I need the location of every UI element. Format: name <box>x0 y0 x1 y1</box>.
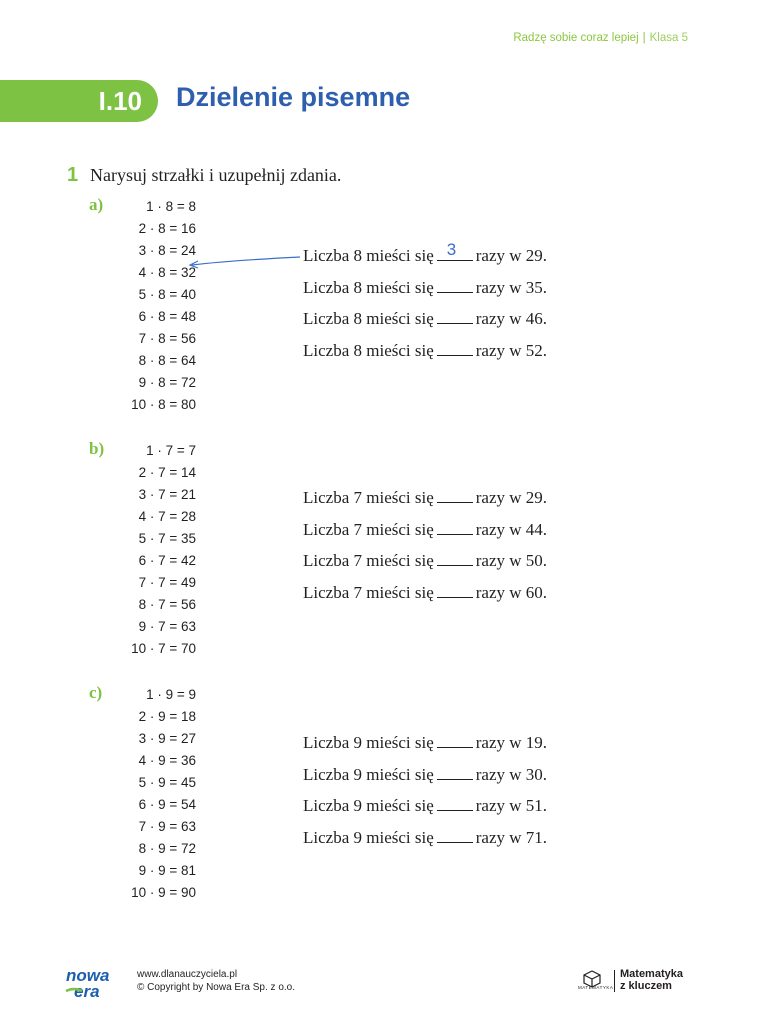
answer-blank[interactable] <box>437 341 473 356</box>
series-name: Radzę sobie coraz lepiej <box>513 32 639 44</box>
sentence-start: Liczba 8 mieści się <box>303 246 434 265</box>
sentence-start: Liczba 7 mieści się <box>303 488 434 507</box>
sentence-start: Liczba 8 mieści się <box>303 277 434 297</box>
sentence-end: razy w 29. <box>475 246 548 265</box>
part-c-sentences <box>303 727 547 854</box>
equation: 1 · 7 = 7 <box>146 443 196 458</box>
equation: 6 · 9 = 54 <box>138 797 196 812</box>
equation: 2 · 8 = 16 <box>138 221 196 236</box>
series-logo-title <box>620 968 683 992</box>
equation: 7 · 9 = 63 <box>138 819 196 834</box>
sentence-start: Liczba 7 mieści się <box>303 551 434 571</box>
equation: 5 · 8 = 40 <box>138 287 196 302</box>
sentence-end: razy w 44. <box>475 519 548 539</box>
equation: 4 · 7 = 28 <box>138 509 196 524</box>
svg-text:era: era <box>74 982 100 1001</box>
logo-divider <box>614 970 615 992</box>
equation: 8 · 7 = 56 <box>138 597 196 612</box>
equation: 8 · 8 = 64 <box>138 353 196 368</box>
equation: 3 · 9 = 27 <box>138 731 196 746</box>
sentence <box>303 822 547 854</box>
part-b-equations <box>116 440 196 660</box>
task-instruction: Narysuj strzałki i uzupełnij zdania. <box>90 165 342 185</box>
equation: 10 · 9 = 90 <box>131 885 196 900</box>
sentence-start: Liczba 7 mieści się <box>303 583 434 603</box>
sentence-end: razy w 46. <box>475 309 548 329</box>
matematyka-z-kluczem-logo <box>580 968 690 996</box>
equation: 1 · 9 = 9 <box>146 687 196 702</box>
answer-blank[interactable] <box>437 765 473 780</box>
answer-blank[interactable] <box>437 583 473 598</box>
sentence <box>303 335 547 367</box>
sentence-start: Liczba 8 mieści się <box>303 309 434 329</box>
equation: 6 · 7 = 42 <box>138 553 196 568</box>
answer-blank[interactable] <box>437 240 473 261</box>
sentence-start: Liczba 7 mieści się <box>303 519 434 539</box>
equation: 1 · 8 = 8 <box>146 199 196 214</box>
answer-blank[interactable] <box>437 551 473 566</box>
sentence-end: razy w 29. <box>475 488 548 507</box>
equation: 3 · 7 = 21 <box>138 487 196 502</box>
equation: 10 · 8 = 80 <box>131 397 196 412</box>
sentence-start: Liczba 9 mieści się <box>303 764 434 784</box>
equation: 6 · 8 = 48 <box>138 309 196 324</box>
answer-blank[interactable] <box>437 488 473 503</box>
sentence <box>303 514 547 546</box>
sentence-end: razy w 50. <box>475 551 548 571</box>
part-b-sentences <box>303 482 547 609</box>
sentence-start: Liczba 9 mieści się <box>303 796 434 816</box>
header-separator: | <box>642 32 646 44</box>
answer-blank[interactable] <box>437 733 473 748</box>
footer-copyright <box>137 968 295 994</box>
sentence <box>303 240 547 272</box>
cube-icon <box>580 968 604 994</box>
task-number: 1 <box>67 164 79 186</box>
sentence-end: razy w 71. <box>475 828 548 848</box>
equation: 7 · 8 = 56 <box>138 331 196 346</box>
part-a-sentences <box>303 240 547 367</box>
part-a-equations <box>116 196 196 416</box>
series-logo-caption: MATEMATYKA <box>578 985 614 990</box>
footer-url[interactable]: www.dlanauczyciela.pl <box>137 969 238 980</box>
series-logo-title-line2: z kluczem <box>620 980 672 992</box>
sentence <box>303 759 547 791</box>
equation: 2 · 7 = 14 <box>138 465 196 480</box>
answer-blank[interactable] <box>437 278 473 293</box>
copyright-text: © Copyright by Nowa Era Sp. z o.o. <box>137 982 295 993</box>
sentence-start: Liczba 8 mieści się <box>303 341 434 361</box>
sentence <box>303 577 547 609</box>
series-logo-title-line1: Matematyka <box>620 968 683 980</box>
equation: 3 · 8 = 24 <box>138 243 196 258</box>
part-c-label: c) <box>89 683 103 702</box>
series-header <box>513 32 688 44</box>
equation: 9 · 9 = 81 <box>138 863 196 878</box>
sentence-end: razy w 30. <box>475 764 548 784</box>
part-c-equations <box>116 684 196 904</box>
sentence <box>303 727 547 759</box>
equation: 9 · 8 = 72 <box>138 375 196 390</box>
sentence <box>303 790 547 822</box>
sentence <box>303 303 547 335</box>
part-b-label: b) <box>89 439 105 458</box>
svg-text:nowa: nowa <box>66 966 110 985</box>
answer-blank[interactable] <box>437 309 473 324</box>
sentence-end: razy w 19. <box>475 733 548 752</box>
sentence-start: Liczba 9 mieści się <box>303 733 434 752</box>
sentence <box>303 545 547 577</box>
equation: 2 · 9 = 18 <box>138 709 196 724</box>
equation: 10 · 7 = 70 <box>131 641 196 656</box>
lesson-title: Dzielenie pisemne <box>176 82 411 112</box>
part-a-label: a) <box>89 195 104 214</box>
sentence-end: razy w 52. <box>475 341 548 361</box>
equation: 4 · 9 = 36 <box>138 753 196 768</box>
sentence-end: razy w 51. <box>475 796 548 816</box>
answer-value: 3 <box>446 240 457 259</box>
sentence-end: razy w 60. <box>475 583 548 603</box>
equation: 5 · 7 = 35 <box>138 531 196 546</box>
sentence-end: razy w 35. <box>475 277 548 297</box>
grade-label: Klasa 5 <box>649 32 688 44</box>
equation: 8 · 9 = 72 <box>138 841 196 856</box>
equation: 7 · 7 = 49 <box>138 575 196 590</box>
lesson-number-badge: I.10 <box>0 80 158 122</box>
equation: 5 · 9 = 45 <box>138 775 196 790</box>
sentence-start: Liczba 9 mieści się <box>303 828 434 848</box>
sentence <box>303 272 547 304</box>
answer-blank[interactable] <box>437 520 473 535</box>
sentence <box>303 482 547 514</box>
equation: 9 · 7 = 63 <box>138 619 196 634</box>
equation: 4 · 8 = 32 <box>138 265 196 280</box>
nowa-era-logo <box>64 965 120 1003</box>
answer-blank[interactable] <box>437 828 473 843</box>
answer-blank[interactable] <box>437 796 473 811</box>
